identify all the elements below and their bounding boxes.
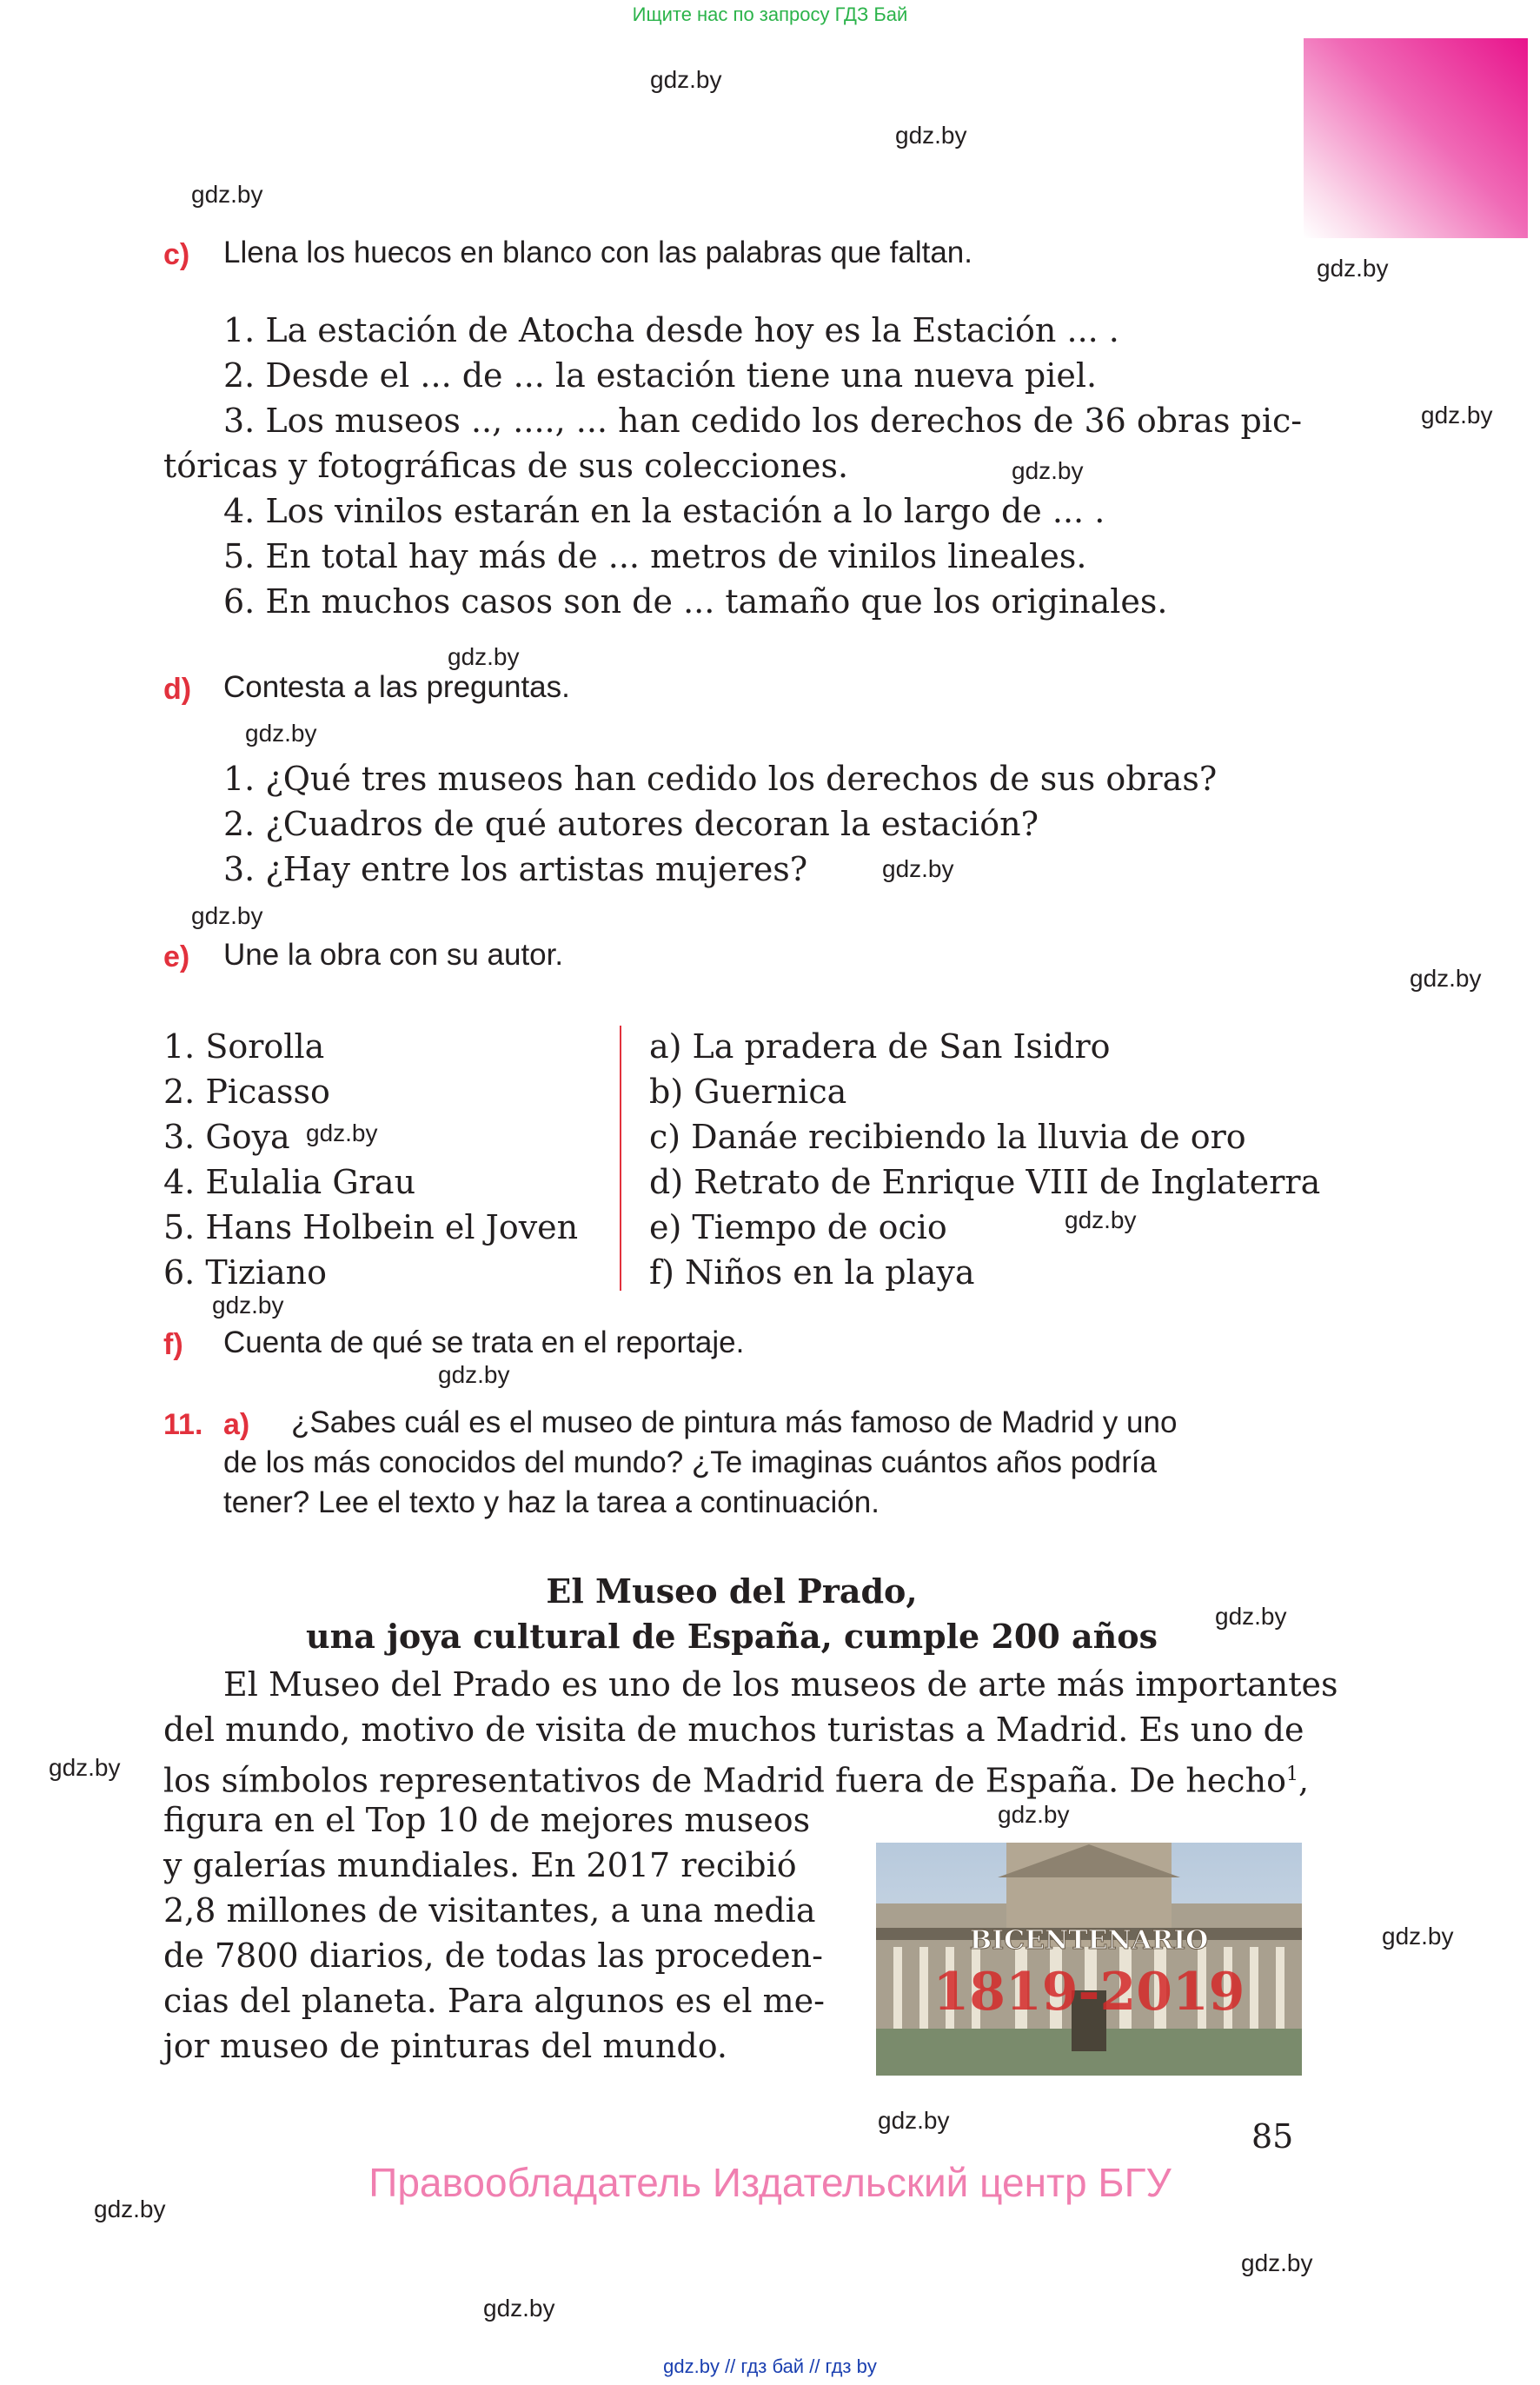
article-line: y galerías mundiales. En 2017 recibió [163, 1846, 797, 1884]
watermark: gdz.by [448, 643, 520, 670]
prado-building-illustration [876, 1843, 1302, 2076]
work-item: b) Guernica [649, 1073, 847, 1111]
prado-museum-photo [876, 1843, 1302, 2076]
top-banner[interactable]: Ищите нас по запросу ГДЗ Бай [632, 3, 908, 25]
task11-text: ¿Sabes cuál es el museo de pintura más famoso de Madrid y uno [291, 1405, 1178, 1439]
author-item: 3. Goya [163, 1118, 290, 1156]
work-item: f) Niños en la playa [649, 1253, 975, 1292]
author-item: 5. Hans Holbein el Joven [163, 1208, 579, 1246]
watermark: gdz.by [438, 1361, 510, 1388]
article-title: El Museo del Prado, [546, 1571, 918, 1611]
watermark: gdz.by [1215, 1603, 1287, 1630]
author-item: 1. Sorolla [163, 1027, 325, 1066]
watermark: gdz.by [1382, 1923, 1454, 1950]
watermark: gdz.by [998, 1801, 1070, 1828]
instruction-e: Une la obra con su autor. [223, 938, 564, 972]
watermark: gdz.by [882, 855, 954, 882]
watermark: gdz.by [1421, 402, 1493, 429]
exercise-line: 3. Los museos .., ...., ... han cedido los derechos de 36 obras pic- [223, 402, 1303, 440]
bottom-links[interactable]: gdz.by // гдз бай // гдз by [663, 2355, 877, 2377]
article-line: del mundo, motivo de visita de muchos turistas a Madrid. Es uno de [163, 1711, 1304, 1749]
task-letter-f: f) [163, 1328, 183, 1361]
article-line-text: los símbolos representativos de Madrid fuera de España. De hecho [163, 1761, 1286, 1800]
article-line: figura en el Top 10 de mejores museos [163, 1801, 811, 1839]
article-subtitle: una joya cultural de España, cumple 200 años [306, 1617, 1158, 1656]
watermark: gdz.by [483, 2295, 555, 2322]
author-item: 4. Eulalia Grau [163, 1163, 416, 1201]
article-line: El Museo del Prado es uno de los museos de arte más importantes [223, 1665, 1338, 1704]
article-line: jor museo de pinturas del mundo. [163, 2027, 727, 2065]
footnote-mark: 1 [1285, 1764, 1298, 1785]
watermark: gdz.by [212, 1292, 284, 1319]
corner-decoration [1304, 38, 1528, 238]
page-number: 85 [1251, 2117, 1294, 2156]
article-line [163, 1752, 1309, 1804]
author-item: 2. Picasso [163, 1073, 330, 1111]
watermark: gdz.by [49, 1754, 121, 1781]
work-item: e) Tiempo de ocio [649, 1208, 947, 1246]
column-divider [620, 1026, 621, 1291]
watermark: gdz.by [878, 2107, 950, 2134]
exercise-line: 6. En muchos casos son de ... tamaño que los originales. [223, 582, 1168, 621]
article-line: 2,8 millones de visitantes, a una media [163, 1891, 816, 1930]
watermark: gdz.by [1410, 965, 1482, 992]
watermark: gdz.by [245, 720, 317, 747]
watermark: gdz.by [1241, 2249, 1313, 2276]
watermark: gdz.by [1012, 457, 1084, 484]
task-letter-c: c) [163, 238, 190, 271]
exercise-line: tóricas y fotográficas de sus colecciones. [163, 447, 849, 485]
watermark: gdz.by [94, 2196, 166, 2222]
task-letter-a: a) [223, 1408, 250, 1441]
work-item: d) Retrato de Enrique VIII de Inglaterra [649, 1163, 1321, 1201]
author-item: 6. Tiziano [163, 1253, 328, 1292]
exercise-line: 1. La estación de Atocha desde hoy es la Estación ... . [223, 311, 1119, 349]
article-line: cias del planeta. Para algunos es el me- [163, 1982, 826, 2020]
exercise-line: 2. Desde el ... de ... la estación tiene una nueva piel. [223, 356, 1098, 395]
task-letter-d: d) [163, 673, 192, 706]
watermark: gdz.by [191, 902, 263, 929]
question-line: 1. ¿Qué tres museos han cedido los derechos de sus obras? [223, 760, 1218, 798]
task-letter-e: e) [163, 940, 190, 973]
photo-caption-top: BICENTENARIO [969, 1925, 1209, 1956]
instruction-f: Cuenta de qué se trata en el reportaje. [223, 1325, 745, 1359]
instruction-d: Contesta a las preguntas. [223, 670, 570, 704]
task-number-11: 11. [163, 1408, 203, 1441]
work-item: a) La pradera de San Isidro [649, 1027, 1111, 1066]
watermark: gdz.by [895, 122, 967, 149]
watermark: gdz.by [1317, 255, 1389, 282]
copyright-owner: Правообладатель Издательский центр БГУ [368, 2160, 1172, 2205]
watermark: gdz.by [191, 181, 263, 208]
watermark: gdz.by [1065, 1206, 1137, 1233]
task11-text: tener? Lee el texto y haz la tarea a continuación. [223, 1485, 880, 1519]
instruction-c: Llena los huecos en blanco con las palabras que faltan. [223, 236, 972, 269]
photo-caption-years: 1819-2019 [933, 1962, 1245, 2023]
article-line: de 7800 diarios, de todas las proceden- [163, 1937, 823, 1975]
comma: , [1298, 1761, 1310, 1800]
question-line: 2. ¿Cuadros de qué autores decoran la estación? [223, 805, 1039, 843]
question-line: 3. ¿Hay entre los artistas mujeres? [223, 850, 808, 888]
exercise-line: 4. Los vinilos estarán en la estación a lo largo de ... . [223, 492, 1105, 530]
exercise-line: 5. En total hay más de ... metros de vinilos lineales. [223, 537, 1087, 575]
work-item: c) Danáe recibiendo la lluvia de oro [649, 1118, 1246, 1156]
watermark: gdz.by [306, 1119, 378, 1146]
watermark: gdz.by [650, 66, 722, 93]
task11-text: de los más conocidos del mundo? ¿Te imaginas cuántos años podría [223, 1445, 1157, 1479]
